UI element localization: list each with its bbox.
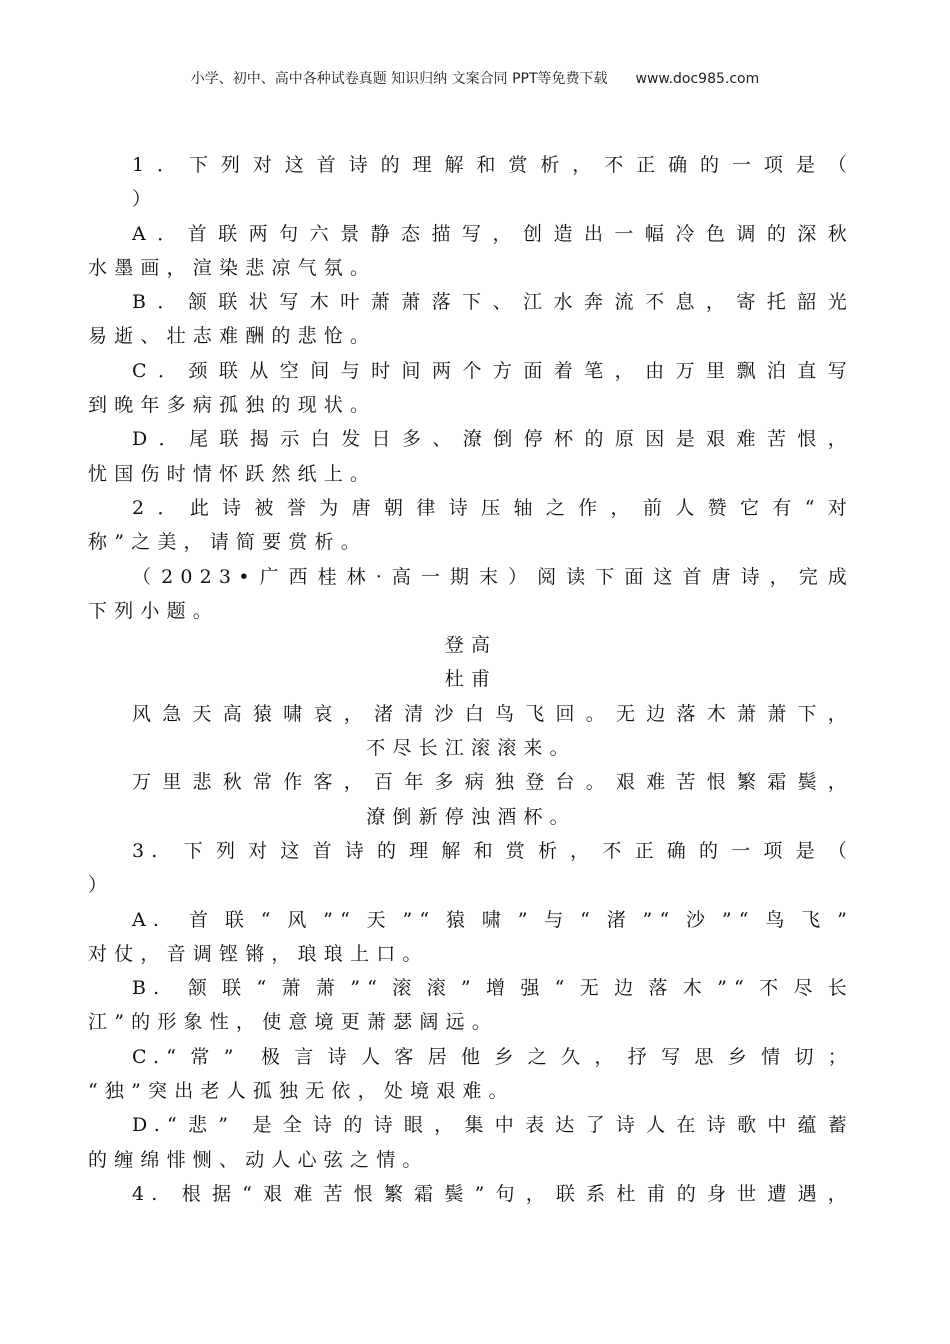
text-line: 称”之美，请简要赏析。 (88, 531, 367, 554)
text-line: A．首联两句六景静态描写，创造出一幅冷色调的深秋 (132, 222, 854, 245)
text-line: C.“常” 极言诗人客居他乡之久，抒写思乡情切； (132, 1045, 854, 1068)
page-header (0, 68, 950, 88)
text-line: 1．下列对这首诗的理解和赏析，不正确的一项是（ (132, 154, 854, 176)
text-line: 潦倒新停浊酒杯。 (366, 805, 576, 828)
text-line: 易逝、壮志难酬的悲怆。 (88, 325, 377, 348)
text-line: 风急天高猿啸哀，渚清沙白鸟飞回。无边落木萧萧下， (132, 702, 854, 725)
text-line: “独”突出老人孤独无依，处境艰难。 (88, 1080, 515, 1103)
text-line: B．颔联状写木叶萧萧落下、江水奔流不息，寄托韶光 (132, 291, 854, 314)
text-line: 不尽长江滚滚来。 (366, 737, 576, 760)
text-line: 到晚年多病孤独的现状。 (88, 394, 377, 417)
text-line: D．尾联揭示白发日多、潦倒停杯的原因是艰难苦恨， (132, 428, 854, 451)
text-line: 水墨画，渲染悲凉气氛。 (88, 256, 377, 279)
header-tagline: 小学、初中、高中各种试卷真题 知识归纳 文案合同 PPT等免费下载 (190, 71, 608, 87)
text-line: 杜甫 (444, 668, 498, 691)
text-line: 江”的形象性，使意境更萧瑟阔远。 (88, 1011, 498, 1034)
text-line: D.“悲” 是全诗的诗眼，集中表达了诗人在诗歌中蕴蓄 (132, 1114, 854, 1137)
text-line: 对仗，音调铿锵，琅琅上口。 (88, 942, 429, 965)
text-line: 登高 (444, 634, 498, 657)
text-line: 4. 根据“艰难苦恨繁霜鬓”句，联系杜甫的身世遭遇， (132, 1182, 854, 1205)
text-line: C．颈联从空间与时间两个方面着笔，由万里飘泊直写 (132, 359, 854, 382)
text-line: 万里悲秋常作客，百年多病独登台。艰难苦恨繁霜鬓， (132, 771, 854, 794)
text-line: B. 颔联“萧萧”“滚滚”增强“无边落木”“不尽长 (132, 977, 854, 1000)
header-site-link[interactable]: www.doc985.com (635, 71, 760, 87)
text-line: 下列小题。 (88, 599, 220, 622)
text-line: ） (88, 874, 115, 897)
document-body (88, 148, 854, 1211)
text-line: ） (132, 188, 159, 211)
text-line: 3. 下列对这首诗的理解和赏析，不正确的一项是（ (132, 839, 854, 862)
text-line: 2．此诗被誉为唐朝律诗压轴之作，前人赞它有“对 (132, 496, 854, 519)
text-line: （2023•广西桂林·高一期末）阅读下面这首唐诗，完成 (132, 565, 854, 588)
text-line: 的缠绵悱恻、动人心弦之情。 (88, 1148, 429, 1171)
text-line: A. 首联“风”“天”“猿啸”与“渚”“沙”“鸟飞” (132, 908, 854, 931)
text-line: 忧国伤时情怀跃然纸上。 (88, 462, 377, 485)
